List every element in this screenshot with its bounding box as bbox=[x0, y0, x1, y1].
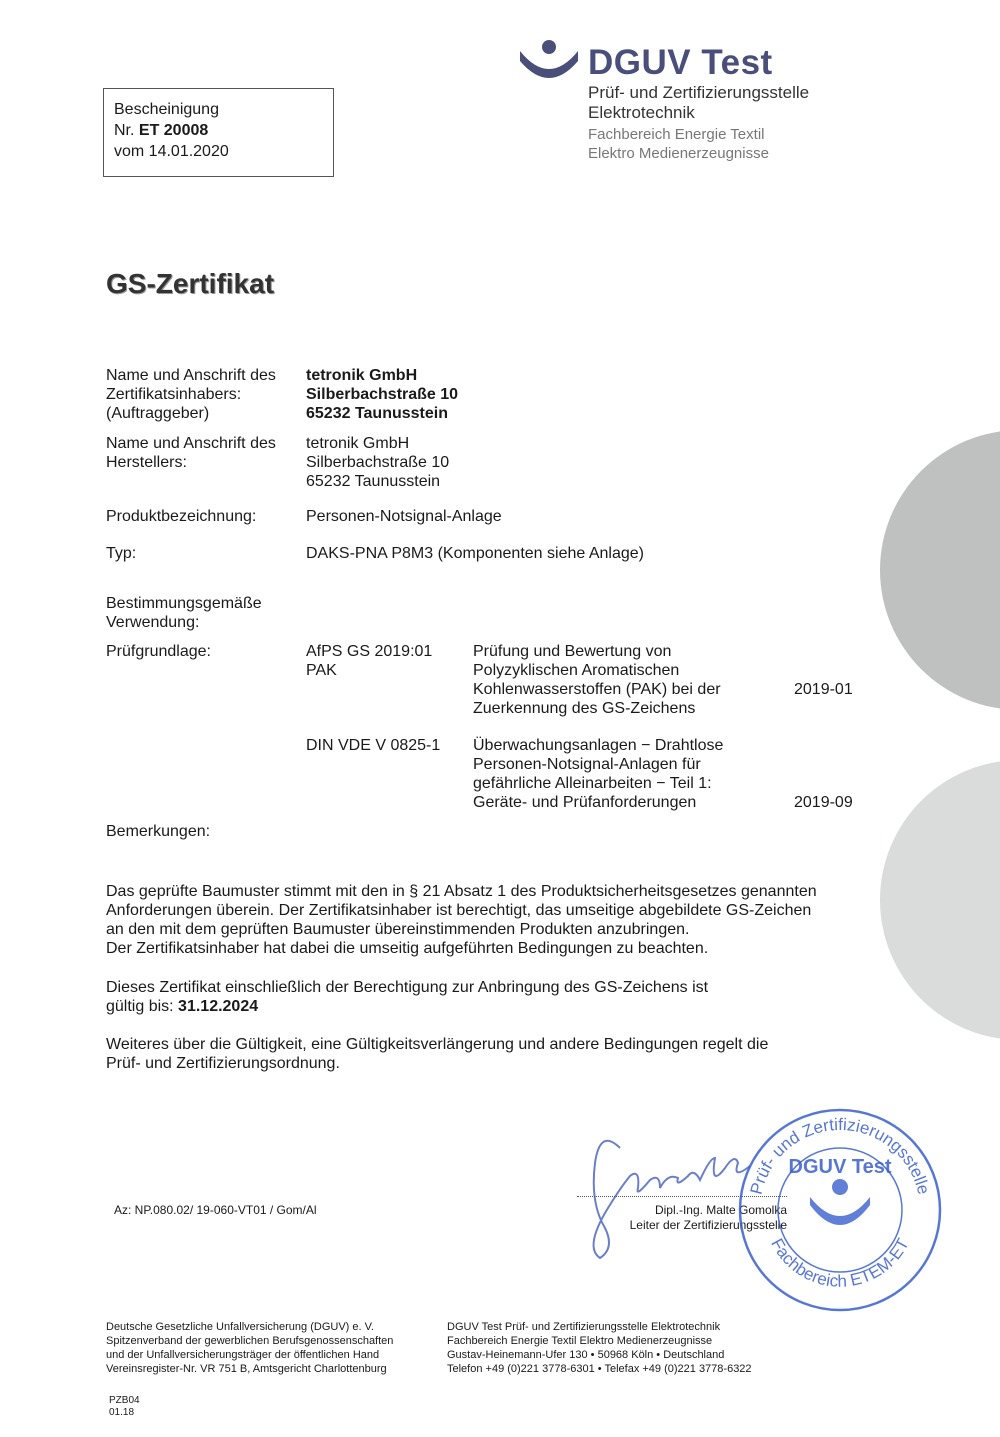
valid-until-date: 31.12.2024 bbox=[178, 998, 259, 1015]
stamp-emblem-icon bbox=[832, 1179, 848, 1195]
type-label: Typ: bbox=[106, 545, 137, 562]
stamp-top-text: Prüf- und Zertifizierungsstelle bbox=[746, 1114, 934, 1197]
remarks-label: Bemerkungen: bbox=[106, 823, 211, 840]
signature-text: Gomolka bbox=[560, 1118, 565, 1119]
decorative-circle-bottom bbox=[880, 760, 1000, 1040]
dguv-emblem-icon bbox=[518, 39, 580, 83]
certificate-label: Bescheinigung bbox=[114, 101, 219, 118]
logo-name: DGUV Test bbox=[588, 43, 773, 82]
product-value: Personen-Notsignal-Anlage bbox=[306, 508, 502, 525]
certificate-number-box bbox=[103, 88, 334, 177]
footer-right: DGUV Test Prüf- und Zertifizierungsstelle Elektrotechnik Fachbereich Energie Textil Elektro Medienerzeugnisse Gustav-Heinemann-Ufer 130 • 50968 Köln • Deutschland Telefon +49 (0)221 3778-6301 • Telefax +49 (0)221 3778-6322 bbox=[447, 1321, 752, 1375]
form-code: PZB04 01.18 bbox=[109, 1395, 140, 1418]
logo-subtitle-4: Elektro Medienerzeugnisse bbox=[588, 145, 769, 162]
product-label: Produktbezeichnung: bbox=[106, 508, 257, 525]
further-info-paragraph: Weiteres über die Gültigkeit, eine Gültigkeitsverlängerung und andere Bedingungen regelt die Prüf- und Zertifizierungsordnung. bbox=[106, 1036, 769, 1072]
document-title: GS-Zertifikat bbox=[106, 268, 275, 299]
basis-standard-1: AfPS GS 2019:01 PAK bbox=[306, 643, 433, 679]
manufacturer-value: tetronik GmbH Silberbachstraße 10 65232 Taunusstein bbox=[306, 435, 450, 490]
type-value: DAKS-PNA P8M3 (Komponenten siehe Anlage) bbox=[306, 545, 644, 562]
basis-date-2: 2019-09 bbox=[794, 794, 853, 811]
manufacturer-label: Name und Anschrift des Herstellers: bbox=[106, 435, 276, 471]
basis-date-1: 2019-01 bbox=[794, 681, 853, 698]
usage-label: Bestimmungsgemäße Verwendung: bbox=[106, 595, 262, 631]
footer-left: Deutsche Gesetzliche Unfallversicherung (DGUV) e. V. Spitzenverband der gewerblichen Berufsgenossenschaften und der Unfallversicherungsträger der öffentlichen Hand Vereinsregister-Nr. VR 751 B, Amtsgericht Charlottenburg bbox=[106, 1321, 394, 1375]
certificate-date: vom 14.01.2020 bbox=[114, 143, 229, 160]
conformity-paragraph: Das geprüfte Baumuster stimmt mit den in § 21 Absatz 1 des Produktsicherheitsgesetzes genannten Anforderungen überein. Der Zertifikatsinhaber ist berechtigt, das umseitige abgebildete GS-Zeichen an den mit dem geprüften Baumuster übereinstimmenden Produkten anzubringen. Der Zertifikatsinhaber hat dabei die umseitig aufgeführten Bedingungen zu beachten. bbox=[106, 883, 817, 957]
official-stamp bbox=[735, 1105, 945, 1315]
logo-subtitle-1: Prüf- und Zertifizierungsstelle bbox=[588, 83, 810, 102]
basis-description-2: Überwachungsanlagen − Drahtlose Personen-Notsignal-Anlagen für gefährliche Alleinarbeiten − Teil 1: Geräte- und Prüfanforderungen bbox=[473, 737, 724, 811]
stamp-bottom-text: Fachbereich ETEM-ET bbox=[767, 1235, 913, 1291]
validity-paragraph: Dieses Zertifikat einschließlich der Berechtigung zur Anbringung des GS-Zeichens ist gültig bis: 31.12.2024 bbox=[106, 979, 709, 1015]
reference-number: Az: NP.080.02/ 19-060-VT01 / Gom/Al bbox=[114, 1203, 317, 1217]
dguv-test-logo bbox=[518, 37, 828, 167]
basis-label: Prüfgrundlage: bbox=[106, 643, 211, 660]
holder-value: tetronik GmbH Silberbachstraße 10 65232 Taunusstein bbox=[306, 367, 459, 422]
basis-standard-2: DIN VDE V 0825-1 bbox=[306, 737, 441, 754]
signer-name: Dipl.-Ing. Malte Gomolka bbox=[654, 1203, 787, 1217]
basis-description-1: Prüfung und Bewertung von Polyzyklischen Aromatischen Kohlenwasserstoffen (PAK) bei der Zuerkennung des GS-Zeichens bbox=[473, 643, 721, 717]
logo-subtitle-3: Fachbereich Energie Textil bbox=[588, 126, 765, 143]
stamp-center-text: DGUV Test bbox=[788, 1156, 892, 1178]
logo-subtitle-2: Elektrotechnik bbox=[588, 103, 695, 122]
svg-text:Fachbereich ETEM-ET bbox=[767, 1235, 912, 1290]
certificate-number: Nr. ET 20008 bbox=[114, 122, 209, 139]
signer-role: Leiter der Zertifizierungsstelle bbox=[629, 1218, 787, 1232]
decorative-circle-top bbox=[880, 430, 1000, 710]
holder-label: Name und Anschrift des Zertifikatsinhabers: (Auftraggeber) bbox=[106, 367, 276, 422]
